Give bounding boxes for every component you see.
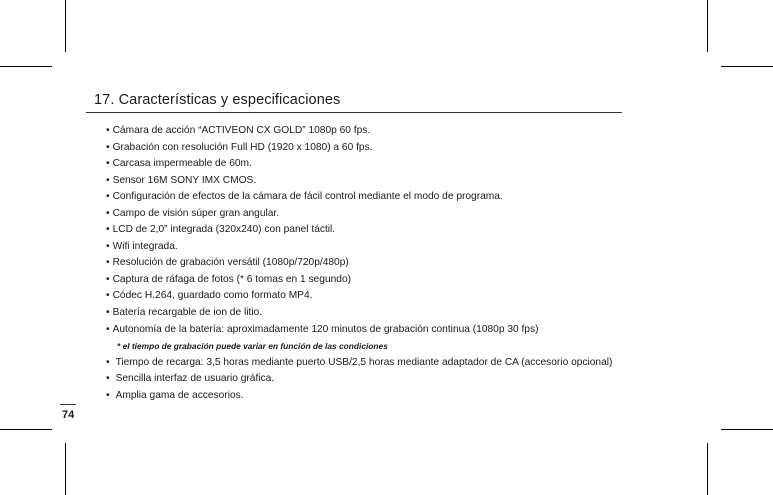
- list-item-text: Amplia gama de accesorios.: [115, 389, 244, 401]
- bullet-icon: •: [106, 290, 110, 302]
- bullet-icon: •: [106, 373, 110, 385]
- list-item-text: Captura de ráfaga de fotos (* 6 tomas en 1 segundo): [112, 273, 352, 285]
- list-item: [106, 206, 612, 223]
- list-item-text: Códec H.264, guardado como formato MP4.: [112, 290, 313, 302]
- page-number-divider: [60, 404, 76, 405]
- page-number: 74: [62, 409, 75, 421]
- list-item-text: LCD de 2,0” integrada (320x240) con panel táctil.: [112, 224, 336, 236]
- bullet-icon: •: [106, 240, 110, 252]
- list-item: [106, 305, 612, 322]
- list-item: [106, 189, 612, 206]
- bullet-icon: •: [106, 174, 110, 186]
- list-item: [106, 388, 612, 405]
- list-item-text: Grabación con resolución Full HD (1920 x 1080) a 60 fps.: [112, 141, 373, 153]
- list-item: [106, 371, 612, 388]
- list-item-text: Carcasa impermeable de 60m.: [112, 158, 252, 170]
- list-item: [106, 272, 612, 289]
- note-text: * el tiempo de grabación puede variar en función de las condiciones: [117, 341, 388, 352]
- battery-life-note: [106, 338, 612, 355]
- list-item-text: Tiempo de recarga: 3,5 horas mediante puerto USB/2,5 horas mediante adaptador de CA (accesorio opcional): [115, 356, 613, 368]
- crop-mark-bottom-right-horizontal: [721, 429, 773, 430]
- list-item: [106, 140, 612, 157]
- section-divider: [86, 112, 622, 113]
- crop-mark-bottom-left-horizontal: [0, 429, 52, 430]
- bullet-icon: •: [106, 207, 110, 219]
- bullet-icon: •: [106, 191, 110, 203]
- bullet-icon: •: [106, 323, 110, 335]
- list-item-text: Autonomía de la batería: aproximadamente 120 minutos de grabación continua (1080p 30 fps): [112, 323, 539, 335]
- list-item-text: Configuración de efectos de la cámara de fácil control mediante el modo de programa.: [112, 191, 503, 203]
- bullet-icon: •: [106, 158, 110, 170]
- bullet-icon: •: [106, 125, 110, 136]
- crop-mark-top-left-vertical: [65, 0, 66, 52]
- crop-mark-bottom-right-vertical: [707, 443, 708, 495]
- bullet-icon: •: [106, 141, 110, 153]
- crop-mark-top-right-vertical: [707, 0, 708, 52]
- list-item: [106, 288, 612, 305]
- section-title: 17. Características y especificaciones: [94, 92, 341, 108]
- list-item: [106, 222, 612, 239]
- list-item: [106, 322, 612, 339]
- crop-mark-top-right-horizontal: [721, 66, 773, 67]
- list-item-text: Sensor 16M SONY IMX CMOS.: [112, 174, 257, 186]
- list-item: [106, 255, 612, 272]
- feature-list: [106, 123, 612, 404]
- list-item-text: Sencilla interfaz de usuario gráfica.: [115, 373, 275, 385]
- list-item: [106, 123, 612, 140]
- bullet-icon: •: [106, 273, 110, 285]
- list-item: [106, 156, 612, 173]
- bullet-icon: •: [106, 224, 110, 236]
- list-item: [106, 355, 612, 372]
- bullet-icon: •: [106, 356, 110, 368]
- list-item-text: Wifi integrada.: [112, 240, 178, 252]
- list-item: [106, 173, 612, 190]
- list-item-text: Resolución de grabación versátil (1080p/720p/480p): [112, 257, 349, 269]
- list-item-text: Cámara de acción “ACTIVEON CX GOLD” 1080p 60 fps.: [112, 125, 371, 136]
- list-item-text: Campo de visión súper gran angular.: [112, 207, 280, 219]
- bullet-icon: •: [106, 307, 110, 319]
- list-item-text: Batería recargable de ion de litio.: [112, 307, 263, 319]
- list-item: [106, 239, 612, 256]
- bullet-icon: •: [106, 257, 110, 269]
- bullet-icon: •: [106, 389, 110, 401]
- crop-mark-bottom-left-vertical: [65, 443, 66, 495]
- crop-mark-top-left-horizontal: [0, 66, 52, 67]
